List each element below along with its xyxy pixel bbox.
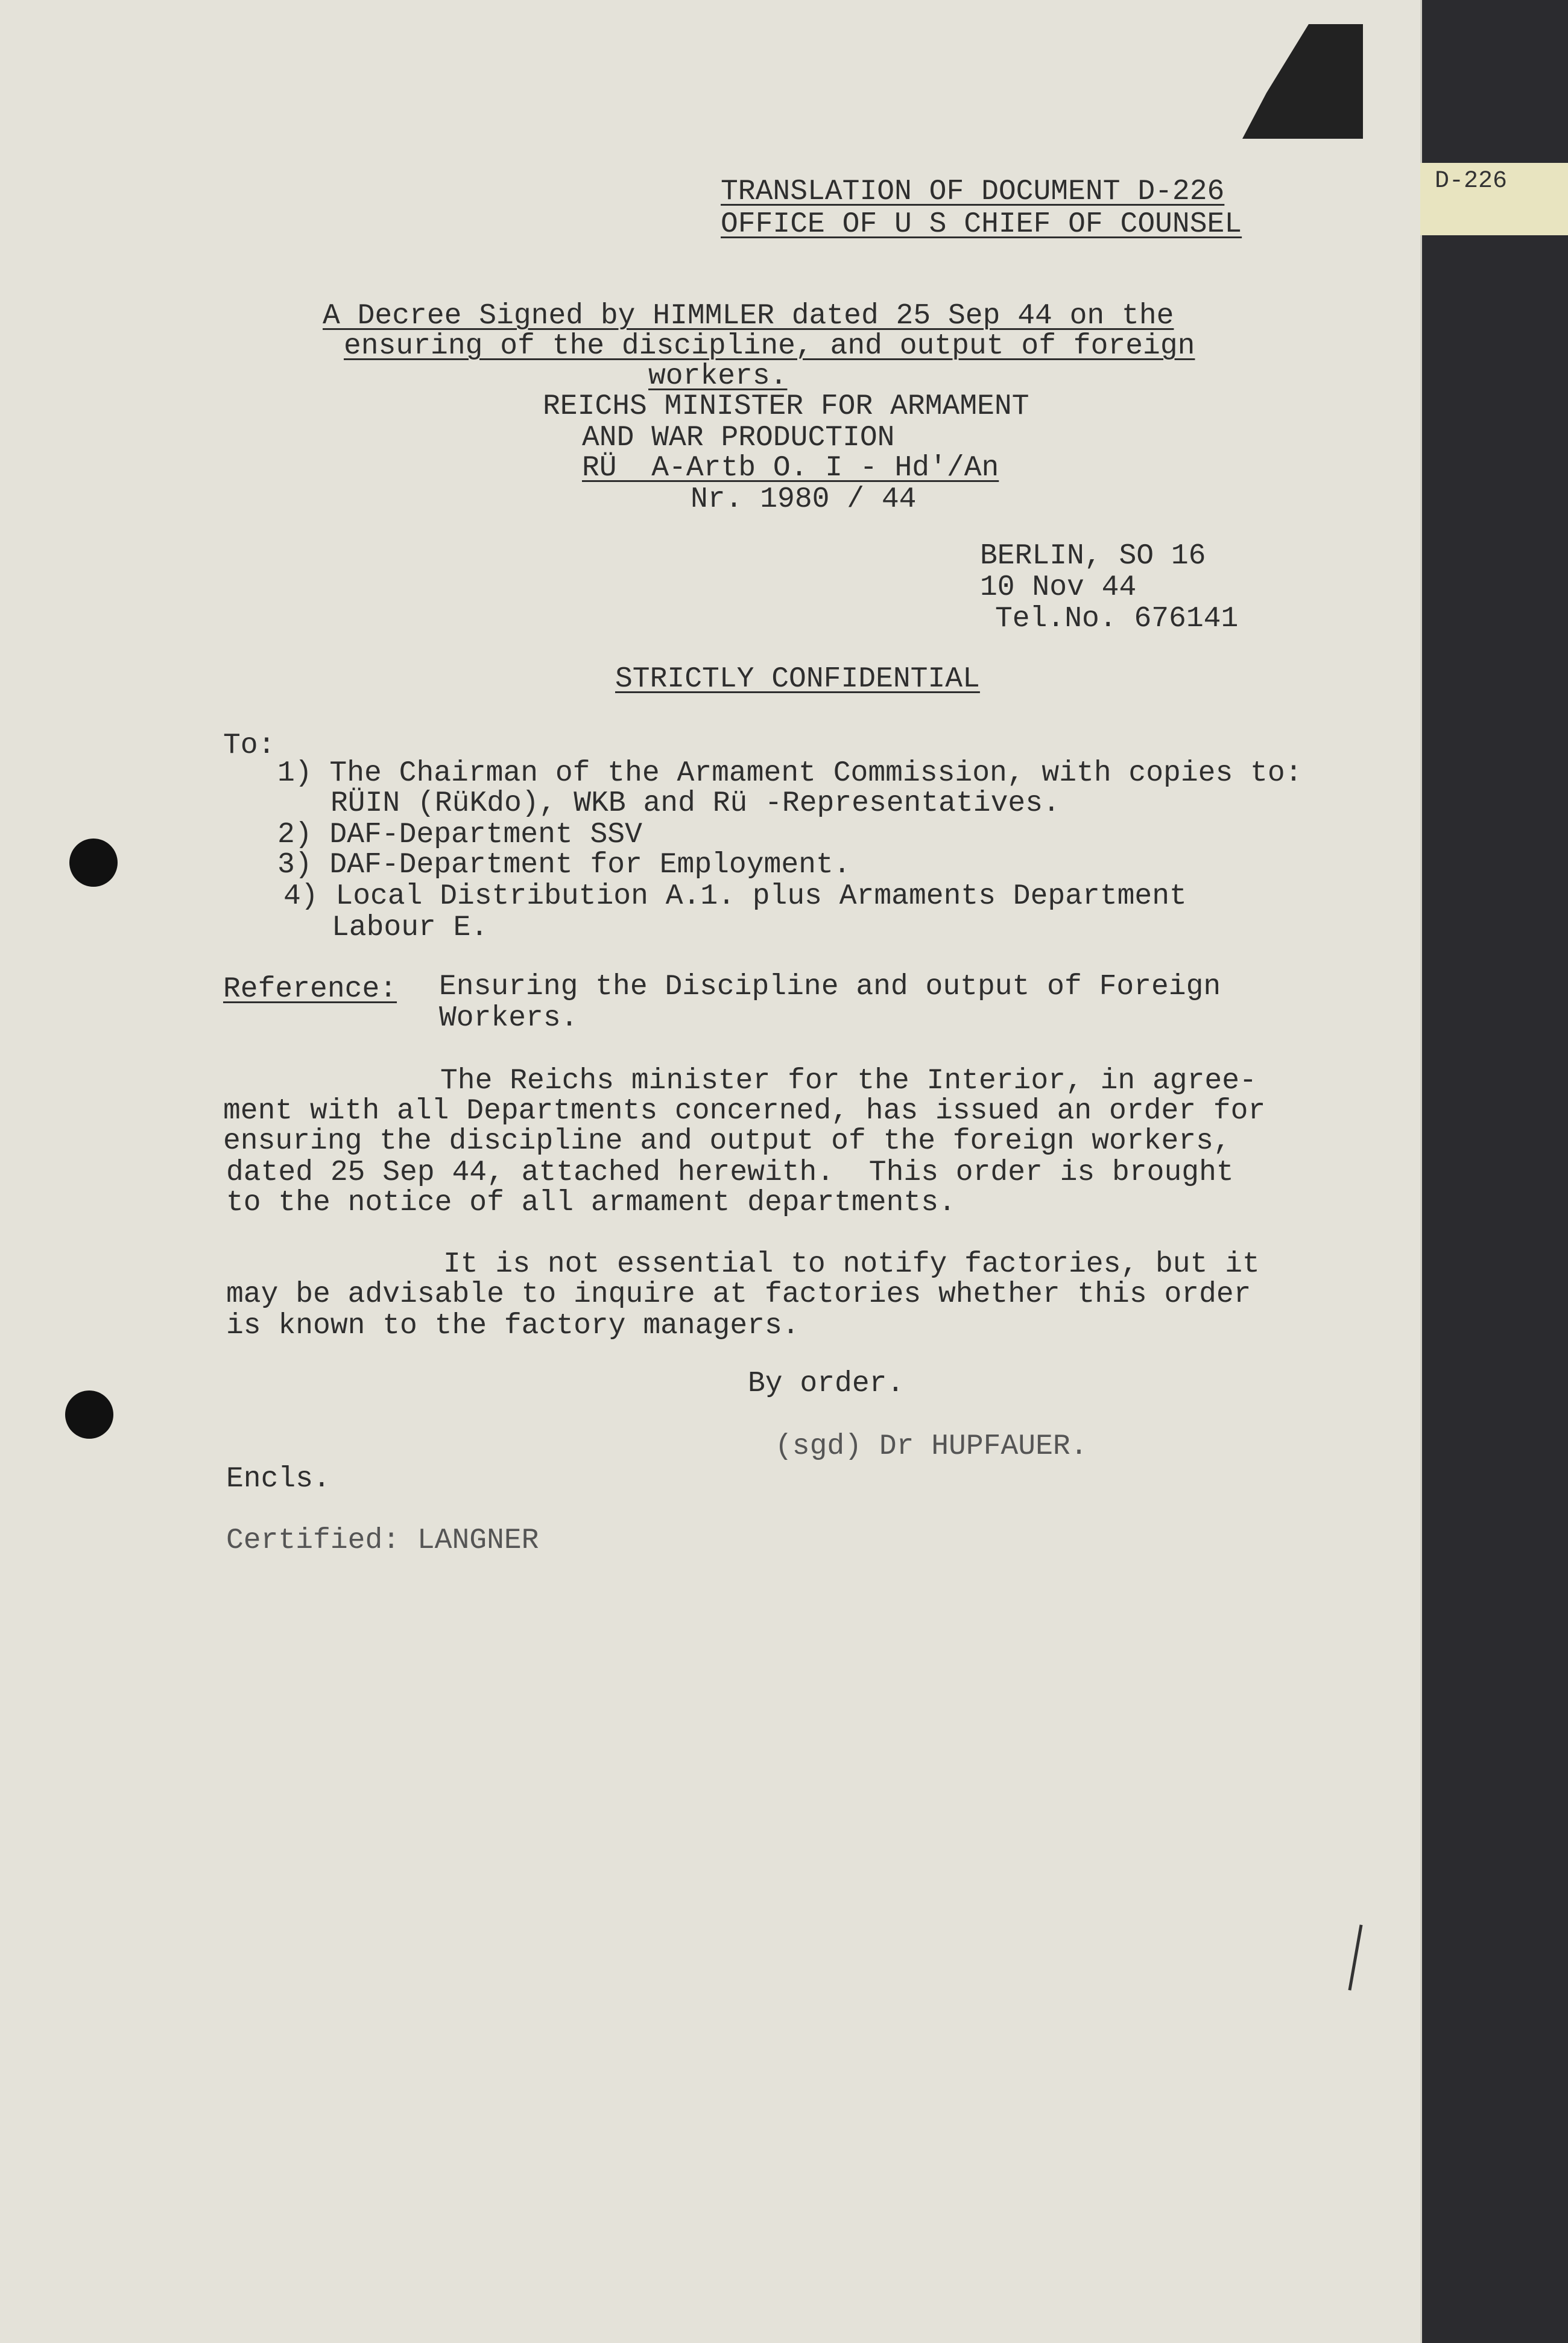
certified-line: Certified: LANGNER — [226, 1524, 539, 1557]
header-line-1: TRANSLATION OF DOCUMENT D-226 — [721, 176, 1225, 208]
by-order: By order. — [748, 1368, 905, 1400]
paragraph-2-line-3: is known to the factory managers. — [226, 1310, 800, 1342]
ministry-line-3: RÜ A-Artb O. I - Hd'/An — [582, 452, 999, 484]
recipient-4-line-2: Labour E. — [332, 912, 488, 944]
header-line-2: OFFICE OF U S CHIEF OF COUNSEL — [721, 208, 1242, 241]
torn-corner — [1242, 24, 1363, 139]
location-city: BERLIN, SO 16 — [980, 540, 1206, 572]
punch-hole-bottom — [65, 1390, 113, 1439]
reference-line-2: Workers. — [439, 1002, 578, 1035]
reference-line-1: Ensuring the Discipline and output of Foreign — [439, 971, 1221, 1003]
recipient-1-line-2: RÜIN (RüKdo), WKB and Rü -Representatives. — [330, 787, 1060, 820]
paragraph-1-line-2: ment with all Departments concerned, has issued an order for — [223, 1095, 1266, 1127]
to-label: To: — [223, 729, 276, 762]
recipient-2: 2) DAF-Department SSV — [277, 819, 642, 851]
enclosures: Encls. — [226, 1463, 330, 1495]
location-tel: Tel.No. 676141 — [995, 603, 1239, 635]
decree-title-line-3: workers. — [648, 360, 788, 393]
pencil-mark — [1348, 1924, 1362, 1990]
paragraph-1-line-1: The Reichs minister for the Interior, in agree- — [440, 1065, 1257, 1097]
paragraph-2-line-1: It is not essential to notify factories, but it — [443, 1248, 1260, 1281]
ministry-line-2: AND WAR PRODUCTION — [582, 422, 895, 454]
recipient-1-line-1: 1) The Chairman of the Armament Commission, with copies to: — [277, 757, 1303, 790]
decree-title-line-2: ensuring of the discipline, and output of foreign — [344, 330, 1195, 363]
paragraph-2-line-2: may be advisable to inquire at factories whether this order — [226, 1278, 1251, 1311]
paragraph-1-line-4: dated 25 Sep 44, attached herewith. This order is brought — [226, 1156, 1234, 1189]
document-tab-label: D-226 — [1420, 163, 1568, 235]
classification: STRICTLY CONFIDENTIAL — [615, 663, 980, 696]
recipient-3: 3) DAF-Department for Employment. — [277, 849, 851, 881]
recipient-4-line-1: 4) Local Distribution A.1. plus Armaments Department — [283, 880, 1187, 913]
signature-line: (sgd) Dr HUPFAUER. — [775, 1430, 1088, 1463]
decree-title-line-1: A Decree Signed by HIMMLER dated 25 Sep 44 on the — [323, 300, 1174, 332]
ministry-line-1: REICHS MINISTER FOR ARMAMENT — [543, 390, 1029, 423]
paragraph-1-line-3: ensuring the discipline and output of the foreign workers, — [223, 1125, 1231, 1158]
location-date: 10 Nov 44 — [980, 571, 1137, 604]
paragraph-1-line-5: to the notice of all armament departments. — [226, 1187, 956, 1219]
ministry-line-4: Nr. 1980 / 44 — [691, 483, 917, 516]
punch-hole-top — [69, 839, 118, 887]
reference-label: Reference: — [223, 973, 397, 1006]
